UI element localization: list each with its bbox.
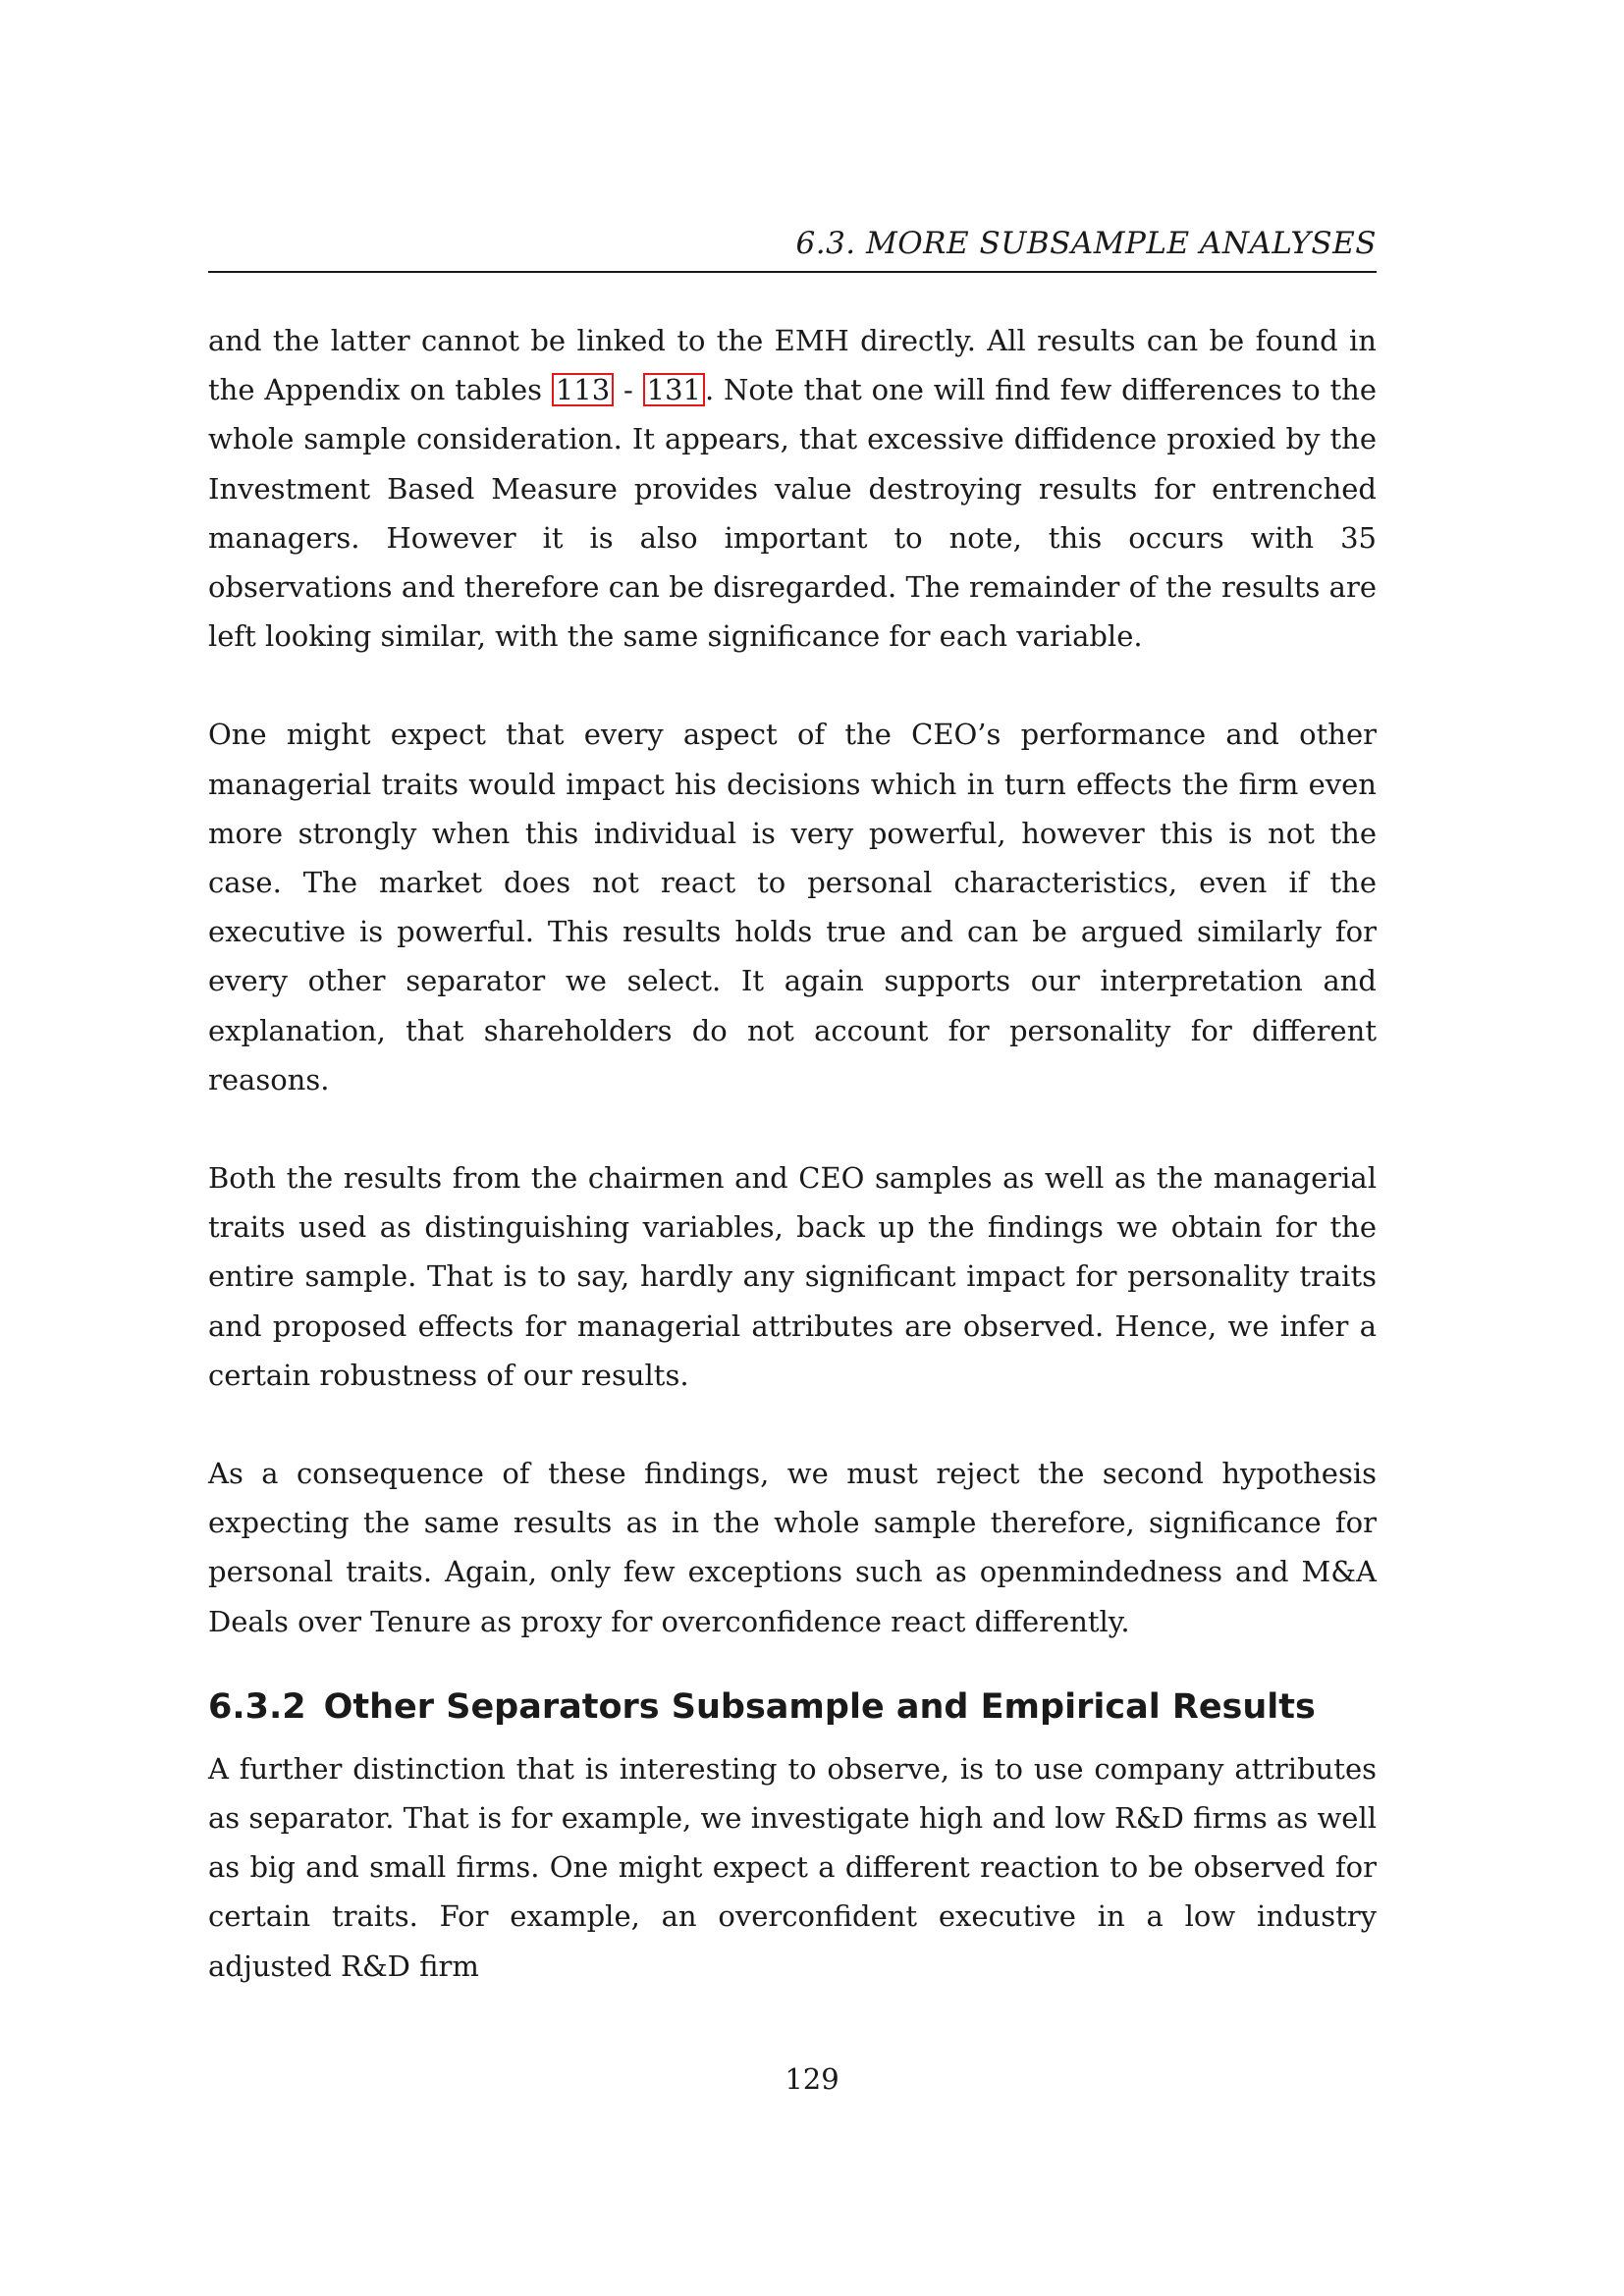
- page-content: [208, 224, 1377, 1991]
- body-text: [208, 316, 1377, 1991]
- ref-separator: -: [614, 373, 643, 407]
- paragraph-1-text-end: . Note that one will find few differences to the whole sample consideration. It appears, that excessive diffidence proxied by the Investment Based Measure provides value destroying results for entrenched managers. However it is also important to note, this occurs with 35 observations and therefore can be disregarded. The remainder of the results are left looking similar, with the same significance for each variable.: [208, 373, 1377, 654]
- section-heading: [208, 1685, 1377, 1729]
- table-ref-131-link[interactable]: 131: [643, 373, 705, 406]
- paragraph-1: [208, 316, 1377, 661]
- paragraph-2: One might expect that every aspect of the CEO’s performance and other managerial traits would impact his decisions which in turn effects the firm even more strongly when this individual is very powerful, however this is not the case. The market does not react to personal characteristics, even if the executive is powerful. This results holds true and can be argued similarly for every other separator we select. It again supports our interpretation and explanation, that shareholders do not account for personality for different reasons.: [208, 718, 1377, 1096]
- table-ref-113-link[interactable]: 113: [552, 373, 614, 406]
- paragraph-5: A further distinction that is interesting to observe, is to use company attributes as separator. That is for example, we investigate high and low R&D firms as well as big and small firms. One might expect a different reaction to be observed for certain traits. For example, an overconfident executive in a low industry adjusted R&D firm: [208, 1751, 1377, 1983]
- paragraph-4: As a consequence of these findings, we must reject the second hypothesis expecting the same results as in the whole sample therefore, significance for personal traits. Again, only few exceptions such as openmindedness and M&A Deals over Tenure as proxy for overconfidence react differently.: [208, 1457, 1377, 1638]
- paragraph-3: Both the results from the chairmen and CEO samples as well as the managerial traits used as distinguishing variables, back up the findings we obtain for the entire sample. That is to say, hardly any significant impact for personality traits and proposed effects for managerial attributes are observed. Hence, we infer a certain robustness of our results.: [208, 1161, 1377, 1392]
- section-number: 6.3.2: [208, 1686, 306, 1727]
- page-number: 129: [785, 2062, 839, 2096]
- section-title: Other Separators Subsample and Empirical Results: [323, 1686, 1316, 1727]
- paragraph-1-text-start: and the latter cannot be linked to the EMH directly. All results can be found in the Appendix on tables: [208, 324, 1377, 407]
- running-header: 6.3. MORE SUBSAMPLE ANALYSES: [208, 224, 1377, 273]
